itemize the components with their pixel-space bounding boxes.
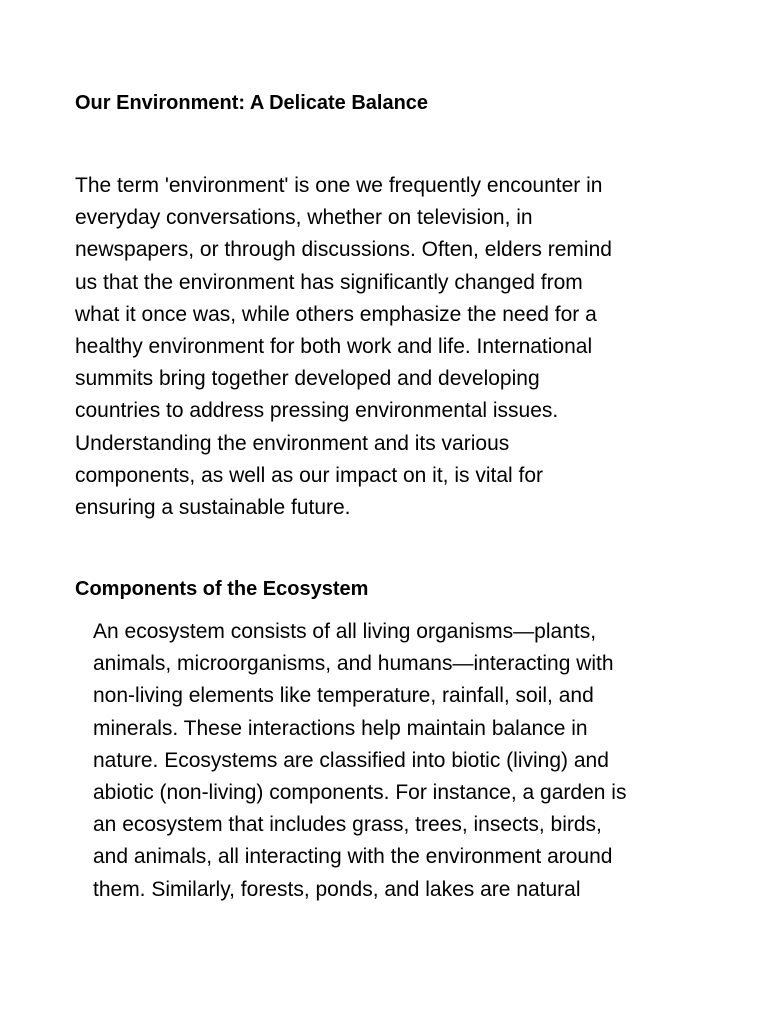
paragraph-line: and animals, all interacting with the environment around [93,845,613,869]
paragraph-line: countries to address pressing environmental issues. [75,399,559,423]
paragraph-line: non-living elements like temperature, rainfall, soil, and [93,684,594,708]
paragraph-line: ensuring a sustainable future. [75,496,351,520]
paragraph-line: summits bring together developed and developing [75,367,540,391]
intro-paragraph [75,170,715,524]
paragraph-line: minerals. These interactions help maintain balance in [93,716,588,740]
paragraph-line: The term 'environment' is one we frequently encounter in [75,174,603,197]
paragraph-line: Understanding the environment and its various [75,431,510,455]
section-paragraph [93,616,733,906]
paragraph-line: components, as well as our impact on it, is vital for [75,463,544,487]
paragraph-line: what it once was, while others emphasize the need for a [75,302,597,326]
section-heading: Components of the Ecosystem [75,578,369,600]
paragraph-line: everyday conversations, whether on television, in [75,206,533,230]
paragraph-line: nature. Ecosystems are classified into biotic (living) and [93,748,609,772]
document-title: Our Environment: A Delicate Balance [75,92,429,114]
paragraph-line: newspapers, or through discussions. Often, elders remind [75,238,612,262]
paragraph-line: healthy environment for both work and life. International [75,335,593,359]
paragraph-line: them. Similarly, forests, ponds, and lakes are natural [93,877,581,901]
paragraph-line: animals, microorganisms, and humans—interacting with [93,652,614,676]
paragraph-line: us that the environment has significantly changed from [75,270,583,294]
paragraph-line: abiotic (non-living) components. For instance, a garden is [93,781,627,805]
paragraph-line: an ecosystem that includes grass, trees, insects, birds, [93,813,602,837]
paragraph-line: An ecosystem consists of all living organisms—plants, [93,620,597,643]
